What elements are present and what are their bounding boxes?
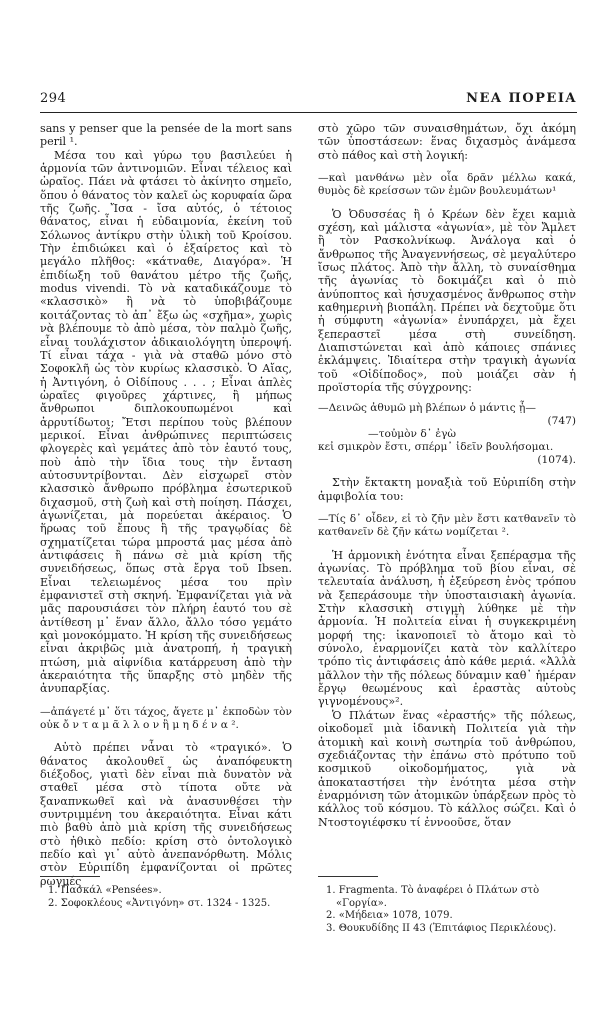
verse-line	[318, 454, 576, 467]
block-quote	[318, 172, 576, 198]
running-title: ΝΕΑ ΠΟΡΕΙΑ	[466, 91, 577, 106]
paragraph: στὸ χῶρο τῶν συναισθημάτων, ὄχι ἀκόμη τῶν ὑποστάσεων: ἕνας διχασμὸς ἀνάμεσα στὸ πάθος καὶ στὴ λογική:	[318, 122, 576, 162]
paragraph: Στὴν ἔκτακτη μοναξιὰ τοῦ Εὐριπίδη στὴν ἀμφιβολία του:	[318, 476, 576, 503]
page-header	[40, 84, 577, 113]
right-column	[318, 122, 576, 829]
verse-text: —τοὐμὸν δ᾽ ἐγὼ	[368, 428, 457, 441]
paragraph: sans y penser que la pensée de la mort sans peril ¹.	[40, 122, 292, 149]
footnote: 2. «Μήδεια» 1078, 1079.	[326, 910, 453, 922]
footnote: 1. Πασκάλ «Pensées».	[48, 885, 162, 896]
quote-text: —ἀπάγετέ μ᾽ ὅτι τάχος, ἄγετε μ᾽ ἐκποδὼν τὸν οὐκ ὄ ν τ α μ ᾶ λ λ ο ν ἢ μ η δ έ ν α ².	[40, 705, 292, 731]
verse-line	[318, 441, 576, 454]
page-number: 294	[40, 91, 67, 106]
verse-text: κεἰ σμικρὸν ἔστι, σπέρμ᾽ ἰδεῖν βουλήσομαι.	[318, 440, 554, 453]
left-column	[40, 122, 292, 888]
verse-number: (1074).	[537, 453, 576, 466]
block-quote	[318, 513, 576, 539]
footnote: 3. Θουκυδίδης II 43 (Ἐπιτάφιος Περικλέους).	[326, 922, 557, 934]
footnote: 2. Σοφοκλέους «Ἀντιγόνη» στ. 1324 - 1325.	[48, 897, 271, 909]
footnotes-right	[318, 876, 576, 935]
paragraph: Ὁ Ὀδυσσέας ἢ ὁ Κρέων δὲν ἔχει καμιὰ σχέση, καὶ μάλιστα «ἀγωνία», μὲ τὸν Ἄμλετ ἢ τὸν Ρασκολνίκωφ. Ἀνάλογα καὶ ὁ ἄνθρωπος τῆς Ἀναγεννήσεως, σὲ μεγαλύτερο ἴσως πλάτος. Ἀπὸ τὴν ἄλλη, τὸ συναίσθημα τῆς ἀγωνίας τὸ δοκιμάζει καὶ ὁ πιὸ ἀνύποπτος καὶ ἡσυχασμένος ἄνθρωπος στὴν καθημερινὴ βιοπάλη. Πρέπει νὰ δεχτοῦμε ὅτι ἡ σύμφυτη «ἀγωνία» ἐνυπάρχει, μὰ ἔχει ξεπεραστεῖ μέσα στὴ συνείδηση. Διαπιστώνεται καὶ ἀπὸ κάποιες σπάνιες ἐκλάμψεις. Ἰδιαίτερα στὴν τραγικὴ ἀγωνία τοῦ «Οἰδίποδος», ποὺ μοιάζει σὰν ἡ προϊστορία τῆς σύγχρονης:	[318, 207, 576, 395]
footnote: 1. Fragmenta. Τὸ ἀναφέρει ὁ Πλάτων στὸ «Γοργία».	[326, 885, 540, 909]
footnote-rule	[318, 876, 378, 877]
paragraph: Μέσα του καὶ γύρω του βασιλεύει ἡ ἁρμονία τῶν ἀντινομιῶν. Εἶναι τέλειος καὶ ὡραῖος. Πάει νὰ φτάσει τὸ ἀκίνητο σημεῖο, ὅπου ὁ θάνατος τὸν καλεῖ ὡς κορυφαία ὥρα τῆς ζωῆς. Ἴσα - ἴσα αὐτός, ὁ τέτοιος θάνατος, εἶναι ἡ εὐδαιμονία, ἐκείνη τοῦ Σόλωνος ἀντίκρυ στὴν ὑλικὴ τοῦ Κροίσου. Τὴν ἐπιδιώκει καὶ ὁ ἐξαίρετος καὶ τὸ μεγάλο πλῆθος: «κάτναθε, Διαγόρα». Ἡ ἐπιδίωξη τοῦ θανάτου μέτρο τῆς ζωῆς, modus vivendi. Τὸ νὰ καταδικάζουμε τὸ «κλασσικὸ» ἢ νὰ τὸ ὑποβιβάζουμε κοιτάζοντας τὸ ἀπ᾽ ἔξω ὡς «σχῆμα», χωρὶς νὰ βλέπουμε τὸ ἀπὸ μέσα, τὸν παλμὸ ζωῆς, εἶναι τουλάχιστον ἀδικαιολόγητη ὑπεροψή. Τί εἶναι τάχα - γιὰ νὰ σταθῶ μόνο στὸ Σοφοκλῆ ὡς τὸν κυρίως κλασσικὸ. Ὁ Αἴας, ἡ Ἀντιγόνη, ὁ Οἰδίπους . . . ; Εἶναι ἁπλὲς ὡραῖες φιγοῦρες χάρτινες, ἢ μήπως ἄνθρωποι διπλοκουπωμένοι καὶ ἀρρυτίδωτοι; Ἔτσι περίπου τοὺς βλέπουν μερικοί. Εἶναι ἀνθρώπινες περιπτώσεις φλογερὲς καὶ γεμάτες ἀπὸ τὸν ἑαυτό τους, ποὺ ἀπὸ τὴν ἴδια τους τὴν ἔνταση αὐτοσυντρίβονται. Δὲν εἰσχωρεῖ στὸν κλασσικὸ ἄνθρωπο πρόβλημα ἐσωτερικοῦ διχασμοῦ, στὴ ζωὴ καὶ στὴ ποίηση. Πάσχει, ἀγωνίζεται, μὰ πορεύεται ἀκέραιος. Ὁ ἥρωας τοῦ ἔπους ἢ τῆς τραγῳδίας δὲ σχηματίζεται τώρα μπροστά μας μέσα ἀπὸ ἀντιφάσεις ἢ πάνω σὲ μιὰ κρίση τῆς συνειδήσεως, ὅπως στὰ ἔργα τοῦ Ibsen. Εἶναι τελειωμένος μέσα του πρὶν ἐμφανιστεῖ στὴ σκηνή. Ἐμφανίζεται γιὰ νὰ μᾶς παρουσιάσει τὸν πλήρη ἑαυτό του σὲ ἀντίθεση μ᾽ ἕναν ἄλλο, ἄλλο τόσο γεμάτο καὶ μονοκόμματο. Ἡ κρίση τῆς συνειδήσεως εἶναι ἀκριβῶς μιὰ ἀνατροπή, ἡ τραγικὴ πτώση, μιὰ αἰφνίδια κατάρρευση ἀπὸ τὴν ἀκεραιότητα τῆς ὕπαρξης στὸ μηδὲν τῆς ἀνυπαρξίας.	[40, 148, 292, 696]
quote-text: —Τίς δ᾽ οἶδεν, εἰ τὸ ζῆν μὲν ἔστι κατθανεῖν τὸ κατθανεῖν δὲ ζῆν κάτω νομίζεται ².	[318, 513, 576, 538]
paragraph: Αὐτὸ πρέπει νἆναι τὸ «τραγικό». Ὁ θάνατος ἀκολουθεῖ ὡς ἀναπόφευκτη διέξοδος, γιατὶ δὲν εἶναι πιὰ δυνατὸν νὰ σταθεῖ μέσα στὸ τίποτα οὔτε νὰ ξαναπνκωθεῖ καὶ νὰ ἀνασυνθέσει τὴν συντριμμένη του ἀκεραιότητα. Εἶναι κάτι πιὸ βαθὺ ἀπὸ μιὰ κρίση τῆς συνειδήσεως στὸ ἠθικὸ πεδίο: κρίση στὸ ὀντολογικὸ πεδίο καὶ γι᾽ αὐτὸ ἀνεπανόρθωτη. Μόλις στὸν Εὐριπίδη ἐμφανίζονται οἱ πρῶτες ρωγμές	[40, 741, 292, 888]
block-quote	[40, 706, 292, 732]
verse-line	[318, 402, 576, 415]
verse-text: —Δεινῶς ἀθυμῶ μὴ βλέπων ὁ μάντις ᾖ—	[318, 402, 536, 415]
footnote-rule	[40, 876, 100, 877]
verse-line	[318, 428, 576, 441]
paragraph: Ὁ Πλάτων ἕνας «ἐραστής» τῆς πόλεως, οἰκοδομεῖ μιὰ ἰδανικὴ Πολιτεία γιὰ τὴν ἀτομικὴ καὶ κοινὴ σωτηρία τοῦ ἀνθρώπου, σχεδιάζοντας τὴν ἐπάνω στὸ πρότυπο τοῦ κοσμικοῦ οἰκοδομήματος, γιὰ νὰ ἀποκαταστήσει τὴν ἑνότητα μέσα στὴν ἐναρμόνιση τῶν ἀτομικῶν ὑπάρξεων πρὸς τὸ κάλλος τοῦ κόσμου. Τὸ κάλλος σώζει. Καὶ ὁ Ντοστογιέφσκυ τί ἐννοοῦσε, ὅταν	[318, 708, 576, 829]
footnotes-left	[40, 876, 292, 910]
verse-number: (747)	[547, 415, 576, 428]
paragraph: Ἡ ἁρμονικὴ ἑνότητα εἶναι ξεπέρασμα τῆς ἀγωνίας. Τὸ πρόβλημα τοῦ βίου εἶναι, σὲ τελευταία ἀνάλυση, ἡ ἐξεύρεση ἑνὸς τρόπου νὰ ξεπεράσουμε τὴν ὑποσταισιακὴ ἀγωνία. Στὴν κλασσικὴ στιγμὴ λύθηκε μὲ τὴν ἁρμονία. Ἡ πολιτεία εἶναι ἡ συγκεκριμένη μορφή της: ἱκανοποιεῖ τὸ ἄτομο καὶ τὸ σύνολο, ἐναρμονίζει κατὰ τὸν καλλίτερο τρόπο τὶς ἀντιφάσεις ἀπὸ κάθε μεριά. «Ἀλλὰ μᾶλλον τὴν τῆς πόλεως δύναμιν καθ᾽ ἡμέραν ἔργῳ θεωμένους καὶ ἐραστὰς αὐτοὺς γιγνομένους»².	[318, 548, 576, 709]
quote-text: —καὶ μανθάνω μὲν οἷα δρᾶν μέλλω κακά, θυμὸς δὲ κρείσσων τῶν ἐμῶν βουλευμάτων¹	[318, 172, 576, 197]
verse-quote	[318, 402, 576, 466]
verse-line	[318, 415, 576, 428]
